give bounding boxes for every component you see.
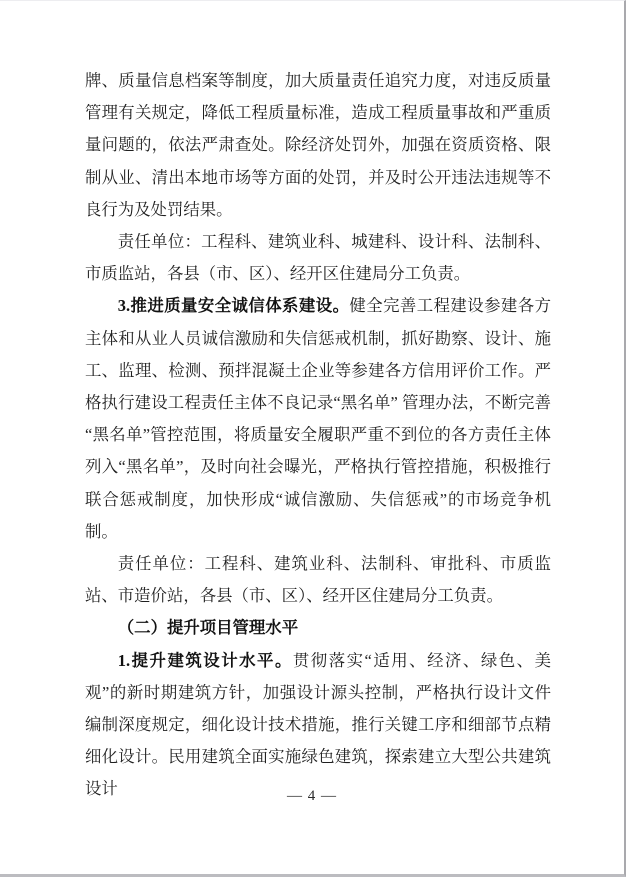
page-footer xyxy=(0,788,624,805)
paragraph-lead: 3.推进质量安全诚信体系建设。 xyxy=(117,296,350,316)
section-heading-2 xyxy=(85,612,551,644)
paragraph-text: 责任单位：工程科、建筑业科、城建科、设计科、法制科、市质监站，各县（市、区）、经开区住建局分工负责。 xyxy=(85,232,551,284)
paragraph-responsible-units-1 xyxy=(85,226,551,290)
paragraph-text: 责任单位：工程科、建筑业科、法制科、审批科、市质监站、市造价站，各县（市、区）、经开区住建局分工负责。 xyxy=(85,554,551,606)
paragraph-text: 健全完善工程建设参建各方主体和从业人员诚信激励和失信惩戒机制，抓好勘察、设计、施工、监理、检测、预拌混凝土企业等参建各方信用评价工作。严格执行建设工程责任主体不良记录“黑名单” 管理办法，不断完善 “黑名单”管控范围，将质量安全履职严重不到位的各方责任主体列入“黑名单”，及时向社会曝光，严格执行管控措施，积极推行联合惩戒制度，加快形成“诚信激励、失信惩戒”的市场竞争机制。 xyxy=(85,296,551,541)
paragraph-continuation xyxy=(85,65,551,226)
paragraph-lead: 1.提升建筑设计水平。 xyxy=(117,650,293,670)
section-heading-text: （二）提升项目管理水平 xyxy=(117,618,299,638)
document-body xyxy=(85,65,551,806)
page-number: — 4 — xyxy=(287,788,337,804)
paragraph-responsible-units-2 xyxy=(85,548,551,612)
paragraph-text: 贯彻落实“适用、经济、绿色、美观”的新时期建筑方针，加强设计源头控制，严格执行设计文件编制深度规定，细化设计技术措施，推行关键工序和细部节点精细化设计。民用建筑全面实施绿色建筑，探索建立大型公共建筑设计 xyxy=(85,650,551,799)
paragraph-item-1-design-level xyxy=(85,645,551,806)
paragraph-item-3-credit-system xyxy=(85,290,551,548)
paragraph-text: 牌、质量信息档案等制度，加大质量责任追究力度，对违反质量管理有关规定，降低工程质量标准，造成工程质量事故和严重质量问题的，依法严肃查处。除经济处罚外，加强在资质资格、限制从业、清出本地市场等方面的处罚，并及时公开违法违规等不良行为及处罚结果。 xyxy=(85,71,551,219)
